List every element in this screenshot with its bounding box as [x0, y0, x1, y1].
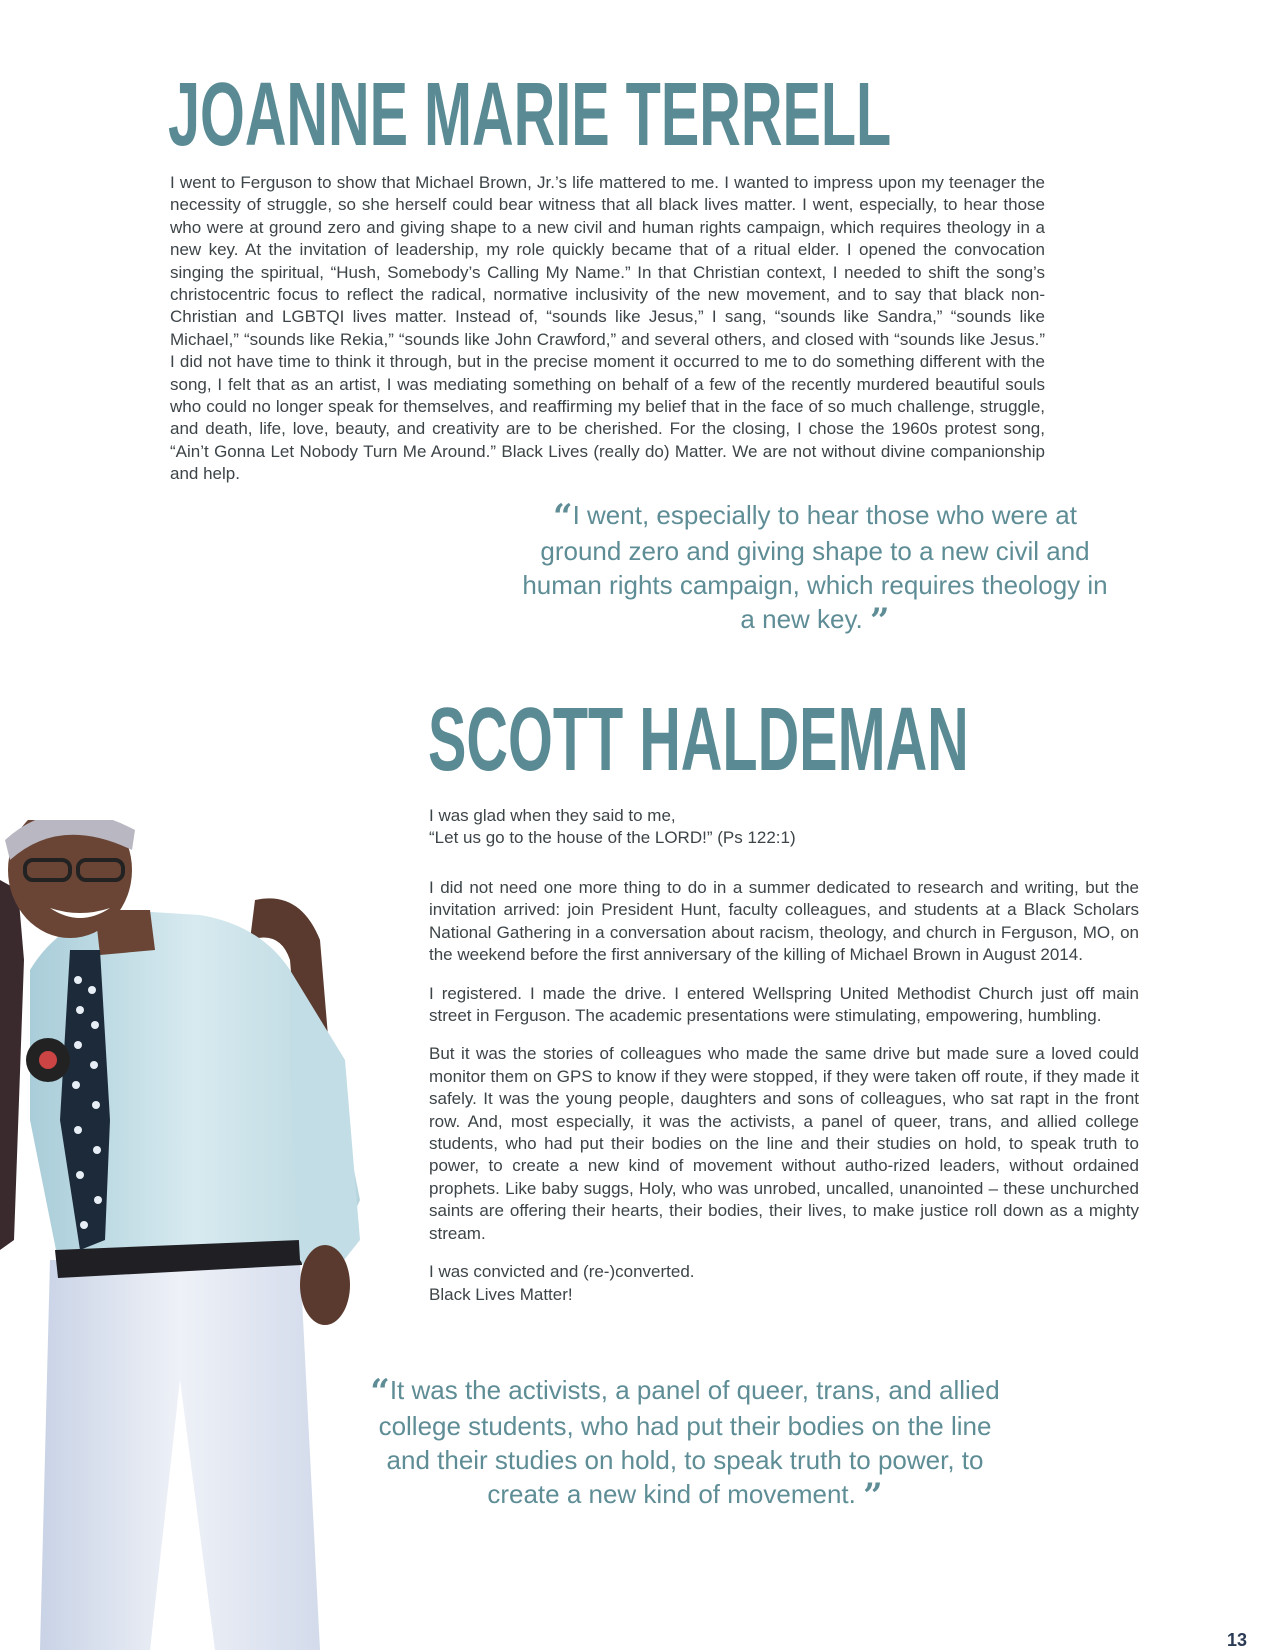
person-illustration [0, 820, 380, 1650]
closing-line-2: Black Lives Matter! [429, 1284, 573, 1304]
haldeman-closing [429, 1261, 1139, 1306]
terrell-body-text: I went to Ferguson to show that Michael Brown, Jr.’s life mattered to me. I wanted to impress upon my teenager the necessity of struggle, so she herself could bear witness that all black lives matter. I went, especially, to hear those who were at ground zero and giving shape to a new civil and human rights campaign, which requires theology in a new key. At the invitation of leadership, my role quickly became that of a ritual elder. I opened the convocation singing the spiritual, “Hush, Somebody’s Calling My Name.” In that Christian context, I needed to shift the song’s christocentric focus to reflect the radical, normative inclusivity of the new movement, and to say that black non-Christian and LGBTQI lives matter. Instead of, “sounds like Jesus,” I sang, “sounds like Sandra,” “sounds like Michael,” “sounds like Rekia,” “sounds like John Crawford,” and several others, and closed with “sounds like Jesus.” I did not have time to think it through, but in the precise moment it occurred to me to do something different with the song, I felt that as an artist, I was mediating something on behalf of a few of the recently murdered beautiful souls who could no longer speak for themselves, and reaffirming my belief that in the face of so much challenge, struggle, and death, life, love, beauty, and creativity are to be cherished. For the closing, I chose the 1960s protest song, “Ain’t Gonna Let Nobody Turn Me Around.” Black Lives (really do) Matter. We are not without divine companionship and help. [170, 173, 1045, 484]
close-quote-mark: ” [870, 601, 890, 641]
terrell-pull-quote-text: I went, especially to hear those who were at ground zero and giving shape to a new civil and human rights campaign, which requires theology in a new key. [522, 500, 1108, 634]
haldeman-paragraph-2: I registered. I made the drive. I entered Wellspring United Methodist Church just off main street in Ferguson. The academic presentations were stimulating, empowering, humbling. [429, 983, 1139, 1026]
page-number: 13 [1226, 1630, 1247, 1650]
haldeman-paragraph-1: I did not need one more thing to do in a summer dedicated to research and writing, but the invitation arrived: join President Hunt, faculty colleagues, and students at a Black Scholars National Gathering in a conversation about racism, theology, and church in Ferguson, MO, on the weekend before the first anniversary of the killing of Michael Brown in August 2014. [429, 878, 1139, 965]
haldeman-pull-quote-text: It was the activists, a panel of queer, trans, and allied college students, who had put their bodies on the line and their studies on hold, to speak truth to power, to create a new kind of movement. [378, 1375, 1000, 1509]
haldeman-paragraph-3: But it was the stories of colleagues who made the same drive but made sure a loved could monitor them on GPS to know if they were stopped, if they were taken off route, if they made it safely. It was the young people, daughters and sons of colleagues, who sat rapt in the front row. And, most especially, it was the activists, a panel of queer, trans, and allied college students, who had put their bodies on the line and their studies on hold, to speak truth to power, to create a new kind of movement without autho-rized leaders, without ordained prophets. Like baby suggs, Holy, who was unrobed, uncalled, unanointed – these unchurched saints are offering their hearts, their bodies, their lives, to make justice roll down as a mighty stream. [429, 1044, 1139, 1243]
open-quote-mark: “ [370, 1372, 390, 1412]
haldeman-body [429, 877, 1139, 1306]
section-title-terrell: JOANNE MARIE TERRELL [168, 65, 892, 165]
epigraph-line-2: “Let us go to the house of the LORD!” (Ps 122:1) [429, 828, 796, 848]
close-quote-mark: ” [863, 1476, 883, 1516]
open-quote-mark: “ [553, 497, 573, 537]
haldeman-pull-quote [355, 1372, 1015, 1516]
epigraph-line-1: I was glad when they said to me, [429, 806, 676, 825]
portrait-photo [0, 820, 380, 1650]
closing-line-1: I was convicted and (re-)converted. [429, 1262, 695, 1282]
haldeman-epigraph [429, 805, 1139, 850]
terrell-pull-quote [520, 497, 1110, 641]
section-title-haldeman: SCOTT HALDEMAN [428, 690, 969, 790]
